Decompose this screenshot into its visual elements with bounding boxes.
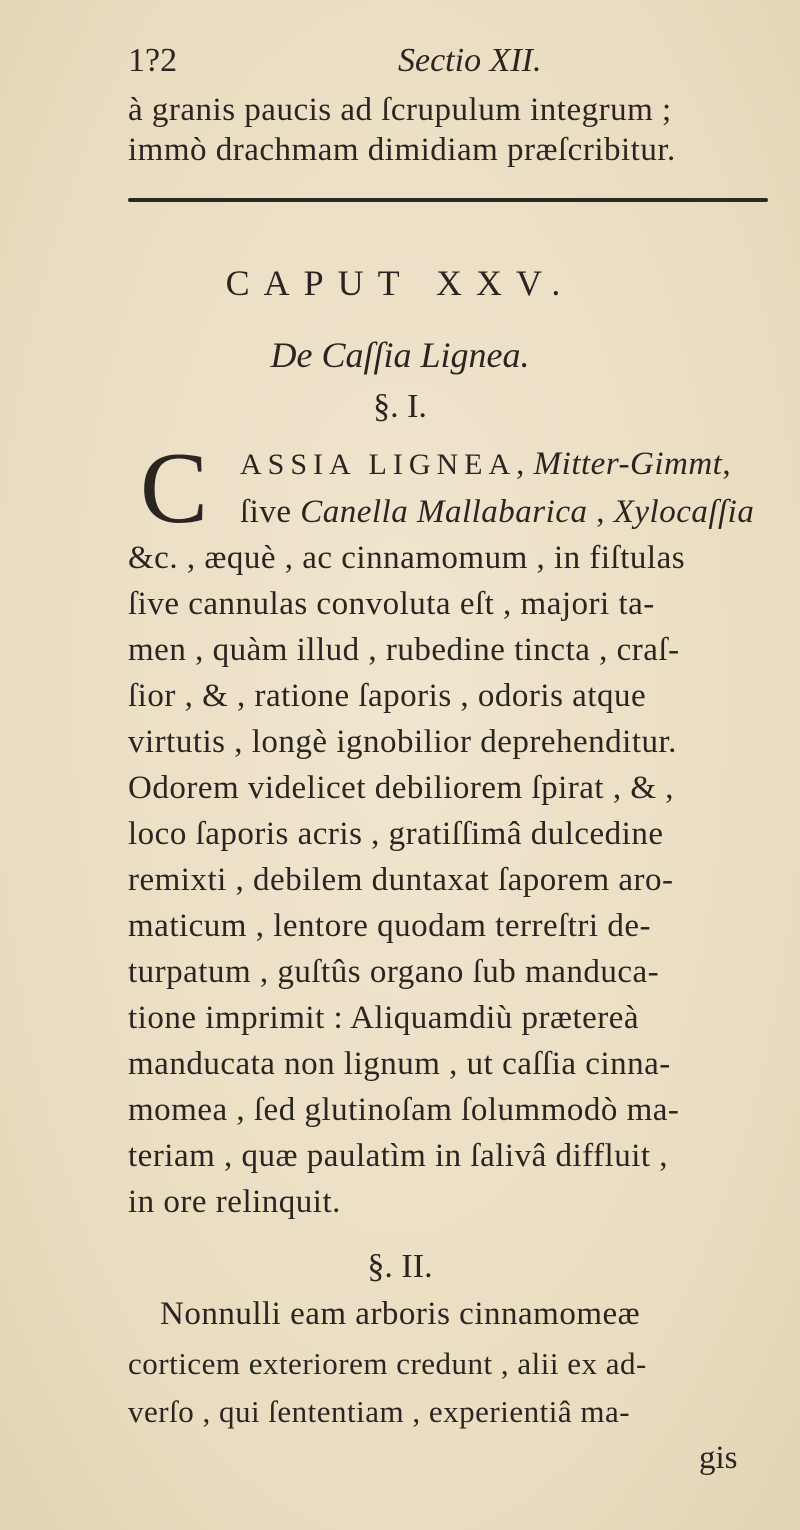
text-line: immò drachmam dimidiam præſcribitur. [128, 132, 676, 168]
synonym-italic: Mitter-Gimmt [533, 446, 723, 482]
text-line: à granis paucis ad ſcrupulum integrum ; [128, 92, 672, 128]
second-line [240, 494, 754, 531]
text-line: ſior , & , ratione ſaporis , odoris atque [128, 678, 647, 714]
section-mark: §. II. [367, 1248, 433, 1285]
page-number: 1?2 [128, 42, 178, 79]
second-line-plain: ſive [240, 494, 301, 530]
line-end: , [722, 446, 732, 482]
text-line: in ore relinquit. [128, 1184, 341, 1220]
section-label: Sectio XII. [398, 42, 542, 79]
chapter-subtitle: De Caſſia Lignea. [270, 335, 530, 375]
text-line: virtutis , longè ignobilior deprehenditur. [128, 724, 677, 760]
drop-capital: C [140, 432, 209, 545]
text-line: teriam , quæ paulatìm in ſalivâ diffluit , [128, 1138, 669, 1174]
text-line: manducata non lignum , ut caſſia cinna- [128, 1046, 671, 1082]
text-line: momea , ſed glutinoſam ſolummodò ma- [128, 1092, 680, 1128]
text-line: &c. , æquè , ac cinnamomum , in fiſtulas [128, 540, 686, 576]
chapter-title: CAPUT XXV. [225, 263, 575, 303]
catchword: gis [699, 1440, 738, 1476]
text-line: men , quàm illud , rubedine tincta , craſ- [128, 632, 680, 668]
lead-caps: ASSIA LIGNEA [240, 448, 517, 481]
divider-rule [128, 198, 768, 202]
text-line: maticum , lentore quodam terreſtri de- [128, 908, 651, 944]
section-mark: §. I. [373, 388, 427, 425]
text-line: loco ſaporis acris , gratiſſimâ dulcedine [128, 816, 664, 852]
text-line: verſo , qui ſententiam , experientiâ ma- [128, 1394, 631, 1429]
text-line: ſive cannulas convoluta eſt , majori ta- [128, 586, 655, 622]
text-line: Nonnulli eam arboris cinnamomeæ [160, 1296, 641, 1332]
text-line: corticem exteriorem credunt , alii ex ad- [128, 1346, 647, 1381]
first-line [240, 446, 731, 483]
synonym-italic: Xylocaſſia [613, 494, 755, 530]
text-line: Odorem videlicet debiliorem ſpirat , & , [128, 770, 675, 806]
running-head [128, 42, 740, 82]
separator: , [587, 494, 614, 530]
synonym-italic: Canella Mallabarica [300, 494, 588, 530]
text-line: turpatum , guſtûs organo ſub manduca- [128, 954, 660, 990]
text-line: remixti , debilem duntaxat ſaporem aro- [128, 862, 674, 898]
separator: , [516, 446, 534, 482]
text-line: tione imprimit : Aliquamdiù prætereà [128, 1000, 640, 1036]
